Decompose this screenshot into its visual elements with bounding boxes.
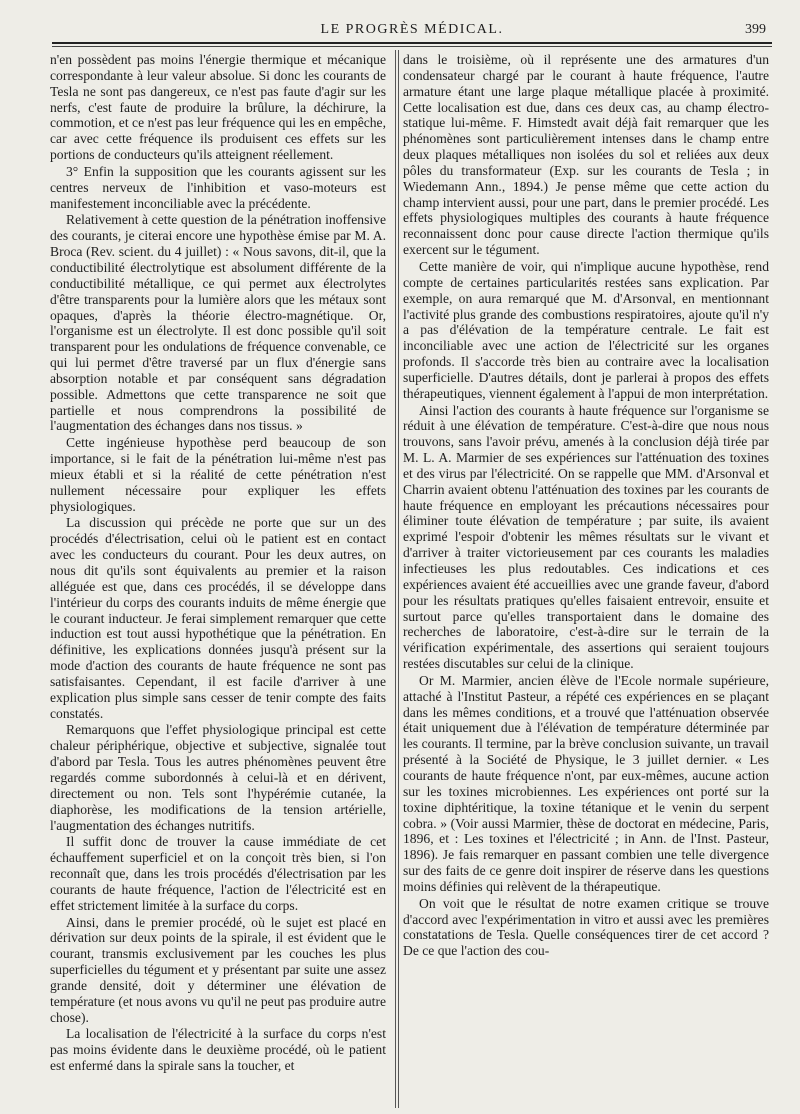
column-divider (395, 50, 396, 1108)
paragraph: Cette manière de voir, qui n'implique aucune hypothèse, rend compte de certaines particularités restées sans explication. Par exemple, on aura remarqué que M. d'Arsonval, en mentionnant l'activité plus grande des combustions respiratoires, ajoute qu'il n'y a pas d'élévation de la température centrale. Le fait est inconciliable avec une action de l'électricité sur les organes profonds. Il s'accorde très bien au contraire avec la localisation superficielle. D'autres détails, dont je parlerai à propos des effets thérapeutiques, viennent également à l'appui de mon interprétation. (403, 258, 769, 401)
paragraph: Cette ingénieuse hypothèse perd beaucoup de son importance, si le fait de la pénétration lui-même n'est pas mieux établi et si la réalité de cette pénétration n'est nullement nécessaire pour expliquer les effets physiologiques. (50, 435, 386, 514)
paragraph: On voit que le résultat de notre examen critique se trouve d'accord avec l'expérimentation in vitro et aussi avec les premières constatations de Tesla. Quelle conséquences tirer de cet accord ? De ce que l'action des cou- (403, 895, 769, 959)
paragraph: dans le troisième, où il représente une des armatures d'un condensateur chargé par le courant à haute fréquence, l'autre armature étant une large plaque métallique placée à proximité. Cette localisation est due, dans ces deux cas, au champ électro-statique lui-même. F. Himstedt avait déjà fait remarquer que les phénomènes sont particulièrement intenses dans le champ entre deux plaques métalliques non isolées du sol et reliées aux deux pôles du transformateur (Exp. sur les courants de Tesla ; in Wiedemann Ann., 1894.) Je pense même que cette action du champ intervient aussi, pour une part, dans le premier procédé. Les effets physiologiques multiples des courants à haute fréquence reconnaissent donc pour cause directe l'action thermique qu'ils exercent sur le tégument. (403, 52, 769, 258)
journal-title: LE PROGRÈS MÉDICAL. (320, 22, 504, 37)
page-number: 399 (745, 22, 766, 37)
right-column (403, 52, 769, 1108)
header-rule-thick (52, 42, 772, 44)
paragraph: Or M. Marmier, ancien élève de l'Ecole normale supérieure, attaché à l'Institut Pasteur, a répété ces expériences en se plaçant dans les mêmes conditions, et a trouvé que l'atténuation observée était uniquement due à l'élévation de température déterminée par les courants. Il termine, par la brève conclusion suivante, un travail présenté à la Société de Physique, le 3 juillet dernier. « Les courants de haute fréquence n'ont, par eux-mêmes, aucune action sur les toxines microbiennes. Les expériences ont porté sur la toxine diphtéritique, la toxine tétanique et le venin du serpent cobra. » (Voir aussi Marmier, thèse de doctorat en médecine, Paris, 1896, et : Les toxines et l'électricité ; in Ann. de l'Inst. Pasteur, 1896). Je fais remarquer en passant combien une telle divergence sur des faits de ce genre doit inspirer de réserve dans les questions moins définies qui relèvent de la thérapeutique. (403, 672, 769, 894)
left-column (50, 52, 386, 1108)
paragraph: La localisation de l'électricité à la surface du corps n'est pas moins évidente dans le deuxième procédé, où le patient est enfermé dans la spirale sans la toucher, et (50, 1026, 386, 1074)
paragraph: Remarquons que l'effet physiologique principal est cette chaleur périphérique, objective et subjective, signalée tout d'abord par Tesla. Tous les autres phénomènes peuvent être regardés comme subordonnés à celui-là et en dérivent, directement ou non. Tels sont l'hypérémie cutanée, la diaphorèse, les modifications de la tension artérielle, l'augmentation des échanges nutritifs. (50, 722, 386, 833)
running-header (52, 22, 772, 42)
column-divider-second (398, 50, 399, 1108)
paragraph: Ainsi l'action des courants à haute fréquence sur l'organisme se réduit à une élévation de température. C'est-à-dire que nous nous trouvons, sans l'avoir prévu, amenés à la conclusion déjà tirée par M. L. A. Marmier de ses expériences sur l'atténuation des toxines et des virus par l'électricité. On se rappelle que MM. d'Arsonval et Charrin avaient obtenu l'atténuation des toxines par les courants de haute fréquence en employant les précautions nécessaires pour éliminer toute élévation de température ; par suite, ils avaient exprimé l'espoir d'obtenir les mêmes résultats sur le vivant et d'arriver à traiter victorieusement par ces courants les maladies infectieuses les plus redoutables. Ces indications et ces expériences avaient été accueillies avec une grande faveur, d'abord pour les résultats pratiques qu'elles faisaient entrevoir, ensuite et surtout parce qu'elles transportaient dans le domaine des recherches de laboratoire, c'est-à-dire sur le terrain de la vérification expérimentale, des assertions qui seraient toujours restées discutables sur celui de la clinique. (403, 402, 769, 672)
paragraph: Il suffit donc de trouver la cause immédiate de cet échauffement superficiel et on la conçoit très bien, si l'on reconnaît que, dans les trois procédés d'électrisation par les courants de haute fréquence, l'action de l'électricité est en effet strictement limitée à la surface du corps. (50, 834, 386, 913)
paragraph: 3° Enfin la supposition que les courants agissent sur les centres nerveux de l'inhibition et vaso-moteurs est manifestement inconciliable avec la précédente. (50, 163, 386, 211)
header-rule-thin (52, 46, 772, 47)
paragraph: Ainsi, dans le premier procédé, où le sujet est placé en dérivation sur deux points de la spirale, il est évident que le courant, transmis exclusivement par les couches les plus superficielles du tégument et y présentant par suite une assez grande densité, doit y déterminer une élévation de température (et nous avons vu qu'il ne peut pas produire autre chose). (50, 914, 386, 1025)
paragraph: Relativement à cette question de la pénétration inoffensive des courants, je citerai encore une hypothèse émise par M. A. Broca (Rev. scient. du 4 juillet) : « Nous savons, dit-il, que la conductibilité électrolytique est absolument différente de la conductibilité métallique, ce qui permet aux électrolytes d'être transparents pour la lumière alors que les métaux sont opaques, d'après la théorie électro-magnétique. Or, l'organisme est un électrolyte. Il est donc possible qu'il soit transparent pour les ondulations de fréquence convenable, ce qui lui permet d'être traversé par un flux d'énergie sans absorption notable et par conséquent sans dégradation possible. Admettons que cette transparence ne soit que partielle et nous comprendrons la possibilité de l'augmentation des échanges dans nos tissus. » (50, 212, 386, 434)
paragraph: La discussion qui précède ne porte que sur un des procédés d'électrisation, celui où le patient est en contact avec les conducteurs du courant. Pour les deux autres, on nous dit qu'ils sont équivalents au premier et la raison alléguée est que, dans ces procédés, il se développe dans l'intérieur du corps des courants induits de même énergie que le courant inducteur. Je ferai simplement remarquer que cette induction est tout aussi hypothétique que la pénétration. En définitive, les explications données jusqu'à présent sur la mode d'action des courants de haute fréquence ne sont pas satisfaisantes. Cependant, il est facile d'arriver à une explication plus simple sans cesser de tenir compte des faits constatés. (50, 515, 386, 721)
paragraph: n'en possèdent pas moins l'énergie thermique et mécanique correspondante à leur valeur absolue. Si donc les courants de Tesla ne sont pas dangereux, ce n'est pas faute d'agir sur les nerfs, c'est faute de produire la brûlure, la déchirure, la commotion, et ce n'est pas leur fréquence qui les en empêche, car avec cette fréquence ils produisent ces effets sur les portions de conducteurs qu'ils atteignent réellement. (50, 52, 386, 163)
